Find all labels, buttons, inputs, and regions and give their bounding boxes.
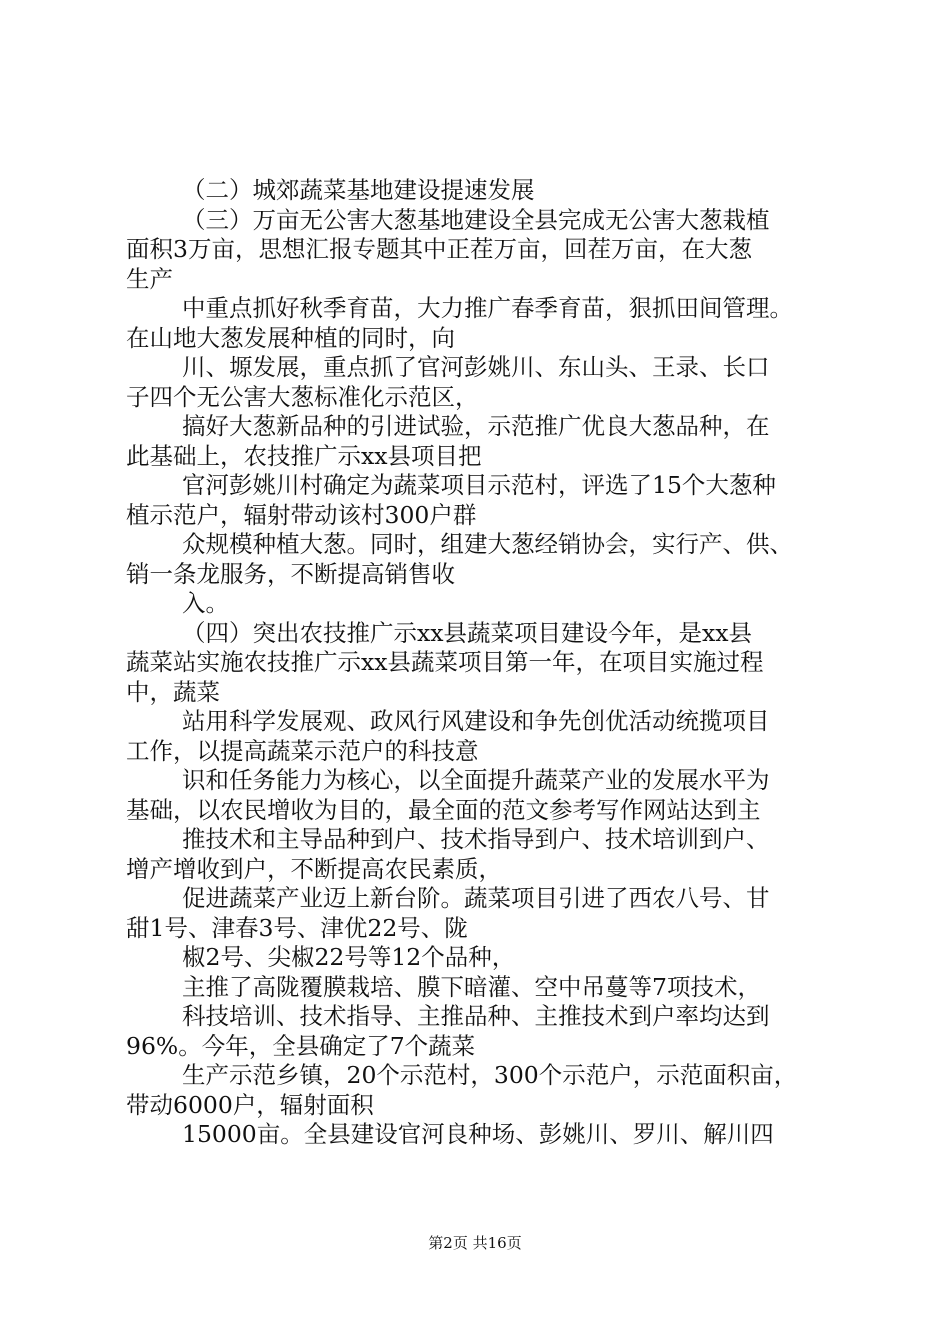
text-line: 中重点抓好秋季育苗，大力推广春季育苗，狠抓田间管理。 <box>182 294 793 322</box>
text-line: 入。 <box>182 589 229 617</box>
text-line: 蔬菜站实施农技推广示xx县蔬菜项目第一年，在项目实施过程 <box>126 648 764 676</box>
text-line: 促进蔬菜产业迈上新台阶。蔬菜项目引进了西农八号、甘 <box>182 884 770 912</box>
text-line: 植示范户，辐射带动该村300户群 <box>126 500 477 529</box>
text-line: 工作，以提高蔬菜示范户的科技意 <box>126 736 479 765</box>
text-line: 主推了高陇覆膜栽培、膜下暗灌、空中吊蔓等7项技术， <box>182 972 761 1001</box>
text-line: 川、塬发展，重点抓了官河彭姚川、东山头、王录、长口 <box>182 353 770 381</box>
text-line: 科技培训、技术指导、主推品种、主推技术到户率均达到 <box>182 1002 770 1030</box>
text-line: 站用科学发展观、政风行风建设和争先创优活动统揽项目 <box>182 707 770 735</box>
text-line: 销一条龙服务，不断提高销售收 <box>126 559 455 588</box>
text-line: 增产增收到户，不断提高农民素质， <box>126 854 502 883</box>
text-line: 中，蔬菜 <box>126 677 220 706</box>
text-line: 此基础上，农技推广示xx县项目把 <box>126 441 482 470</box>
text-line: 带动6000户，辐射面积 <box>126 1090 374 1119</box>
text-line: 子四个无公害大葱标准化示范区， <box>126 382 479 411</box>
text-line: 搞好大葱新品种的引进试验，示范推广优良大葱品种，在 <box>182 412 770 440</box>
text-line: （四）突出农技推广示xx县蔬菜项目建设今年，是xx县 <box>182 618 753 647</box>
page-footer <box>0 1232 950 1253</box>
document-body <box>126 176 846 1150</box>
text-line: （三）万亩无公害大葱基地建设全县完成无公害大葱栽植 <box>182 205 770 234</box>
text-line: 椒2号、尖椒22号等12个品种， <box>182 943 516 971</box>
text-line: 识和任务能力为核心，以全面提升蔬菜产业的发展水平为 <box>182 766 770 794</box>
text-line: 15000亩。全县建设官河良种场、彭姚川、罗川、解川四 <box>182 1120 774 1148</box>
text-line: 生产 <box>126 264 173 293</box>
text-line: 在山地大葱发展种植的同时，向 <box>126 323 455 352</box>
text-line: 96%。今年，全县确定了7个蔬菜 <box>126 1031 476 1060</box>
text-line: 面积3万亩，思想汇报专题其中正茬万亩，回茬万亩，在大葱 <box>126 235 752 263</box>
text-line: （二）城郊蔬菜基地建设提速发展 <box>182 176 535 204</box>
text-line: 推技术和主导品种到户、技术指导到户、技术培训到户、 <box>182 825 770 853</box>
text-line: 官河彭姚川村确定为蔬菜项目示范村，评选了15个大葱种 <box>182 471 776 499</box>
page-number-label: 第2页 共16页 <box>428 1234 522 1252</box>
text-line: 甜1号、津春3号、津优22号、陇 <box>126 913 468 942</box>
text-line: 基础，以农民增收为目的，最全面的范文参考写作网站达到主 <box>126 795 761 824</box>
text-line: 众规模种植大葱。同时，组建大葱经销协会，实行产、供、 <box>182 530 793 558</box>
text-line: 生产示范乡镇，20个示范村，300个示范户，示范面积亩， <box>182 1061 798 1089</box>
